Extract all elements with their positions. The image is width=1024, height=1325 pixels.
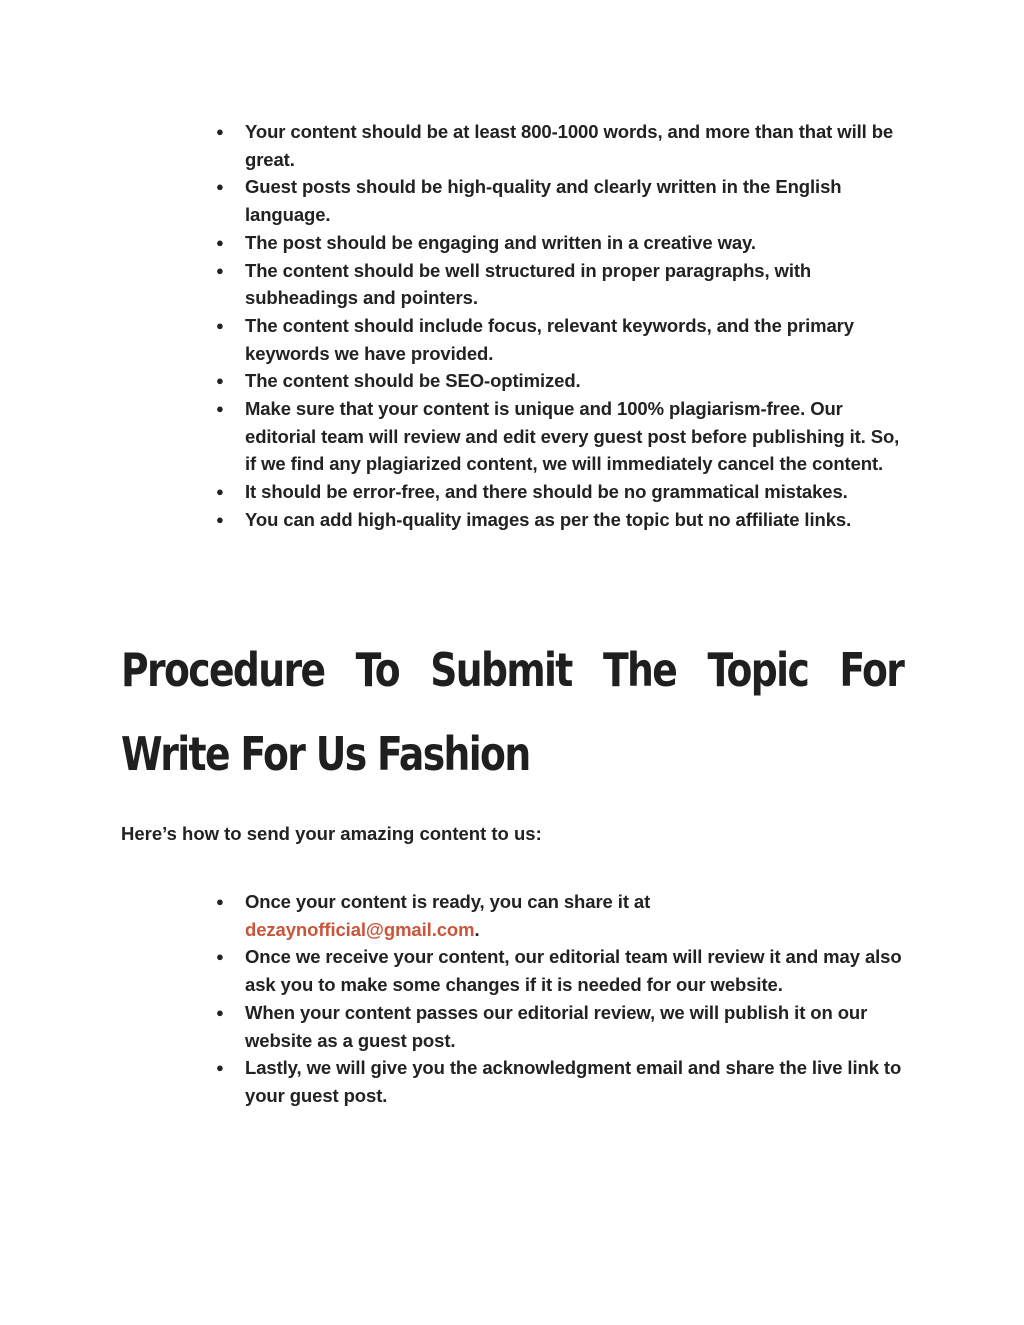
list-item [216, 312, 905, 367]
list-item-text: Lastly, we will give you the acknowledgment email and share the live link to your guest post. [245, 1057, 902, 1106]
heading-word: Procedure [121, 643, 325, 697]
list-item-text: The content should include focus, relevant keywords, and the primary keywords we have provided. [245, 314, 854, 364]
section-heading [121, 628, 903, 796]
heading-word: Submit [430, 643, 572, 697]
bullet-icon: ● [216, 484, 224, 500]
list-item-text: You can add high-quality images as per the topic but no affiliate links. [245, 508, 852, 530]
list-item-text: The post should be engaging and written in a creative way. [245, 231, 756, 253]
list-item-text: Once we receive your content, our editorial team will review it and may also ask you to make some changes if it is needed for our website. [245, 946, 902, 996]
bullet-icon: ● [216, 179, 224, 195]
list-item [216, 1054, 905, 1109]
procedure-list [216, 888, 905, 1110]
bullet-icon: ● [216, 317, 224, 333]
list-item-text: Make sure that your content is unique and 100% plagiarism-free. Our editorial team will review and edit every guest post before publishing it. So, if we find any plagiarized content, we will immediately cancel the content. [245, 398, 900, 475]
bullet-icon: ● [216, 124, 224, 139]
bullet-icon: ● [216, 234, 224, 250]
list-item [216, 395, 905, 478]
heading-word: Topic [707, 643, 809, 697]
list-item-period: . [474, 918, 480, 940]
list-item [216, 506, 905, 534]
heading-line-1 [121, 628, 903, 712]
list-item-text: The content should be SEO-optimized. [245, 370, 581, 392]
list-item [216, 229, 905, 257]
list-item [216, 478, 905, 506]
bullet-icon: ● [216, 511, 224, 527]
list-item-text: When your content passes our editorial review, we will publish it on our website as a guest post. [245, 1001, 868, 1051]
list-item-text: Guest posts should be high-quality and clearly written in the English language. [245, 176, 842, 226]
bullet-icon: ● [216, 1004, 224, 1020]
list-item [216, 943, 905, 998]
bullet-icon: ● [216, 894, 224, 909]
heading-word: The [602, 643, 677, 697]
bullet-icon: ● [216, 373, 224, 389]
list-item [216, 173, 905, 228]
list-item-text: Your content should be at least 800-1000 words, and more than that will be great. [245, 121, 894, 170]
list-item [216, 118, 905, 173]
list-item-text: The content should be well structured in proper paragraphs, with subheadings and pointers. [245, 259, 812, 309]
list-item [216, 257, 905, 312]
heading-line-2: Write For Us Fashion [121, 727, 530, 781]
bullet-icon: ● [216, 401, 224, 417]
bullet-icon: ● [216, 949, 224, 965]
bullet-icon: ● [216, 262, 224, 278]
bullet-icon: ● [216, 1060, 224, 1076]
heading-word: For [839, 643, 904, 697]
requirements-list [216, 118, 905, 534]
list-item-text: Once your content is ready, you can share it at [245, 891, 651, 912]
heading-word: To [355, 643, 399, 697]
list-item-text: It should be error-free, and there should be no grammatical mistakes. [245, 481, 848, 503]
intro-text: Here’s how to send your amazing content to us: [121, 823, 542, 844]
list-item [216, 367, 905, 395]
list-item [216, 999, 905, 1054]
list-item [216, 888, 905, 943]
email-link[interactable]: dezaynofficial@gmail.com [245, 918, 475, 940]
